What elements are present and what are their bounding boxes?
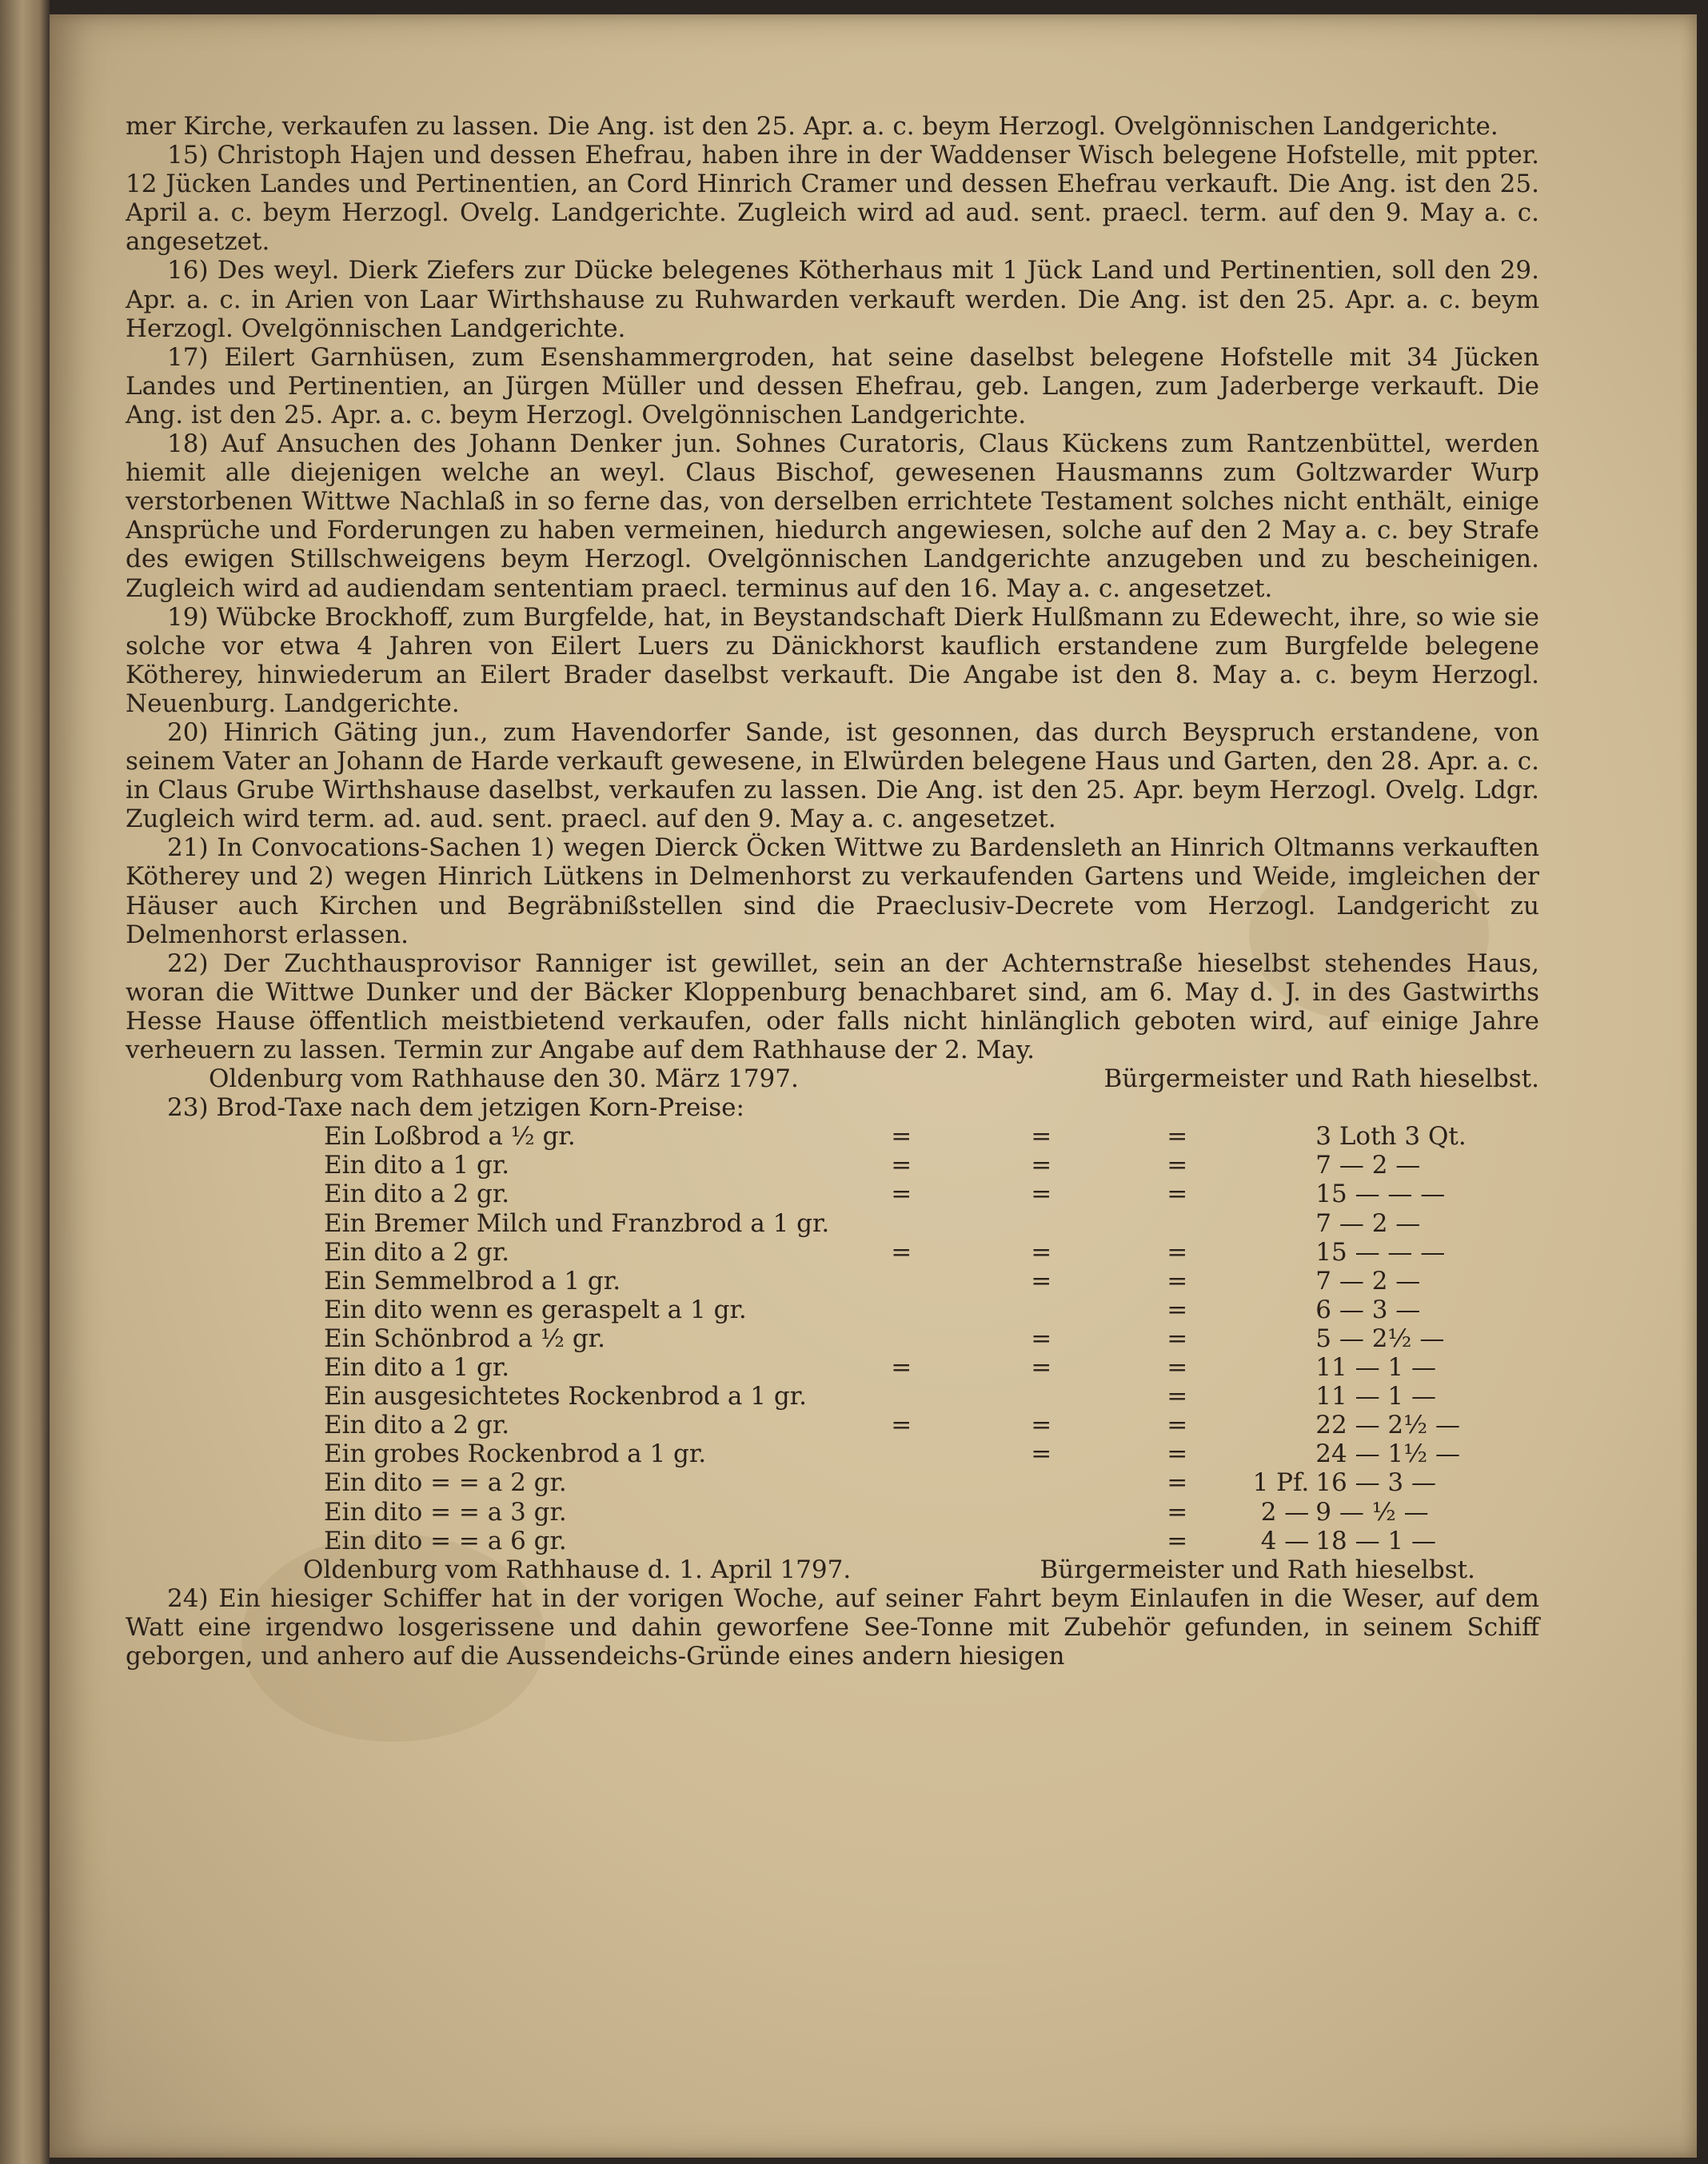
ditto-mark: =	[891, 1180, 912, 1209]
paragraph-19: 19) Wübcke Brockhoff, zum Burgfelde, hat, in Beystandschaft Dierk Hulßmann zu Edewecht, ihre, so wie sie solche vor etwa 4 Jahren von Eilert Luers zu Dänickhorst kauflich erstandene zum Burgfelde belegene Kötherey, hinwiederum an Eilert Brader daselbst verkauft. Die Angabe ist den 8. May a. c. beym Herzogl. Neuenburg. Landgerichte.	[126, 602, 1539, 718]
bread-table-row	[324, 1180, 1523, 1208]
bread-table-row	[324, 1151, 1523, 1180]
ditto-mark: =	[1167, 1295, 1188, 1324]
signature-22-place-date: Oldenburg vom Rathhause den 30. März 1797.	[209, 1064, 799, 1094]
ditto-mark: =	[1031, 1411, 1052, 1440]
bread-item-weight: 11 — 1 —	[1315, 1353, 1436, 1383]
bread-item-description: Ein dito a 1 gr.	[324, 1353, 510, 1383]
document-page	[50, 14, 1697, 2158]
bread-table-row	[324, 1411, 1523, 1439]
bread-item-pfennig	[1245, 1151, 1315, 1180]
ditto-mark: =	[1167, 1382, 1188, 1411]
bread-table-row	[324, 1122, 1523, 1151]
bread-item-description: Ein dito a 2 gr.	[324, 1411, 510, 1440]
bread-table-row	[324, 1238, 1523, 1267]
bread-item-pfennig	[1245, 1238, 1315, 1267]
paragraph-16: 16) Des weyl. Dierk Ziefers zur Dücke belegenes Kötherhaus mit 1 Jück Land und Pertinentien, soll den 29. Apr. a. c. in Arien von Laar Wirthshause zu Ruhwarden verkauft werden. Die Ang. ist den 25. Apr. a. c. beym Herzogl. Ovelgönnischen Landgerichte.	[126, 256, 1539, 343]
bread-item-weight: 16 — 3 —	[1315, 1468, 1436, 1498]
bread-item-weight: 15 — — —	[1315, 1180, 1446, 1209]
ditto-mark	[829, 1296, 973, 1324]
ditto-mark: =	[1167, 1497, 1188, 1527]
signature-23	[126, 1555, 1539, 1584]
bread-item-description: Ein Schönbrod a ½ gr.	[324, 1324, 605, 1353]
ditto-mark: =	[1167, 1122, 1188, 1152]
ditto-mark	[973, 1527, 1109, 1555]
ditto-mark	[1109, 1209, 1245, 1238]
ditto-mark: =	[1167, 1439, 1188, 1469]
ditto-mark	[973, 1498, 1109, 1527]
bread-item-pfennig: 2 —	[1260, 1497, 1310, 1527]
ditto-mark: =	[1167, 1180, 1188, 1209]
ditto-mark	[973, 1468, 1109, 1497]
bread-table-row	[324, 1267, 1523, 1296]
bread-item-description: Ein dito a 2 gr.	[324, 1237, 510, 1267]
bread-price-table	[324, 1122, 1523, 1555]
adjacent-page-edge	[0, 0, 50, 2164]
bread-item-weight: 7 — 2 —	[1315, 1151, 1421, 1180]
bread-item-pfennig	[1245, 1411, 1315, 1439]
bread-item-weight: 5 — 2½ —	[1315, 1324, 1445, 1353]
bread-item-weight: 9 — ½ —	[1315, 1497, 1429, 1527]
ditto-mark: =	[1031, 1151, 1052, 1180]
ditto-mark: =	[891, 1151, 912, 1180]
bread-item-weight: 24 — 1½ —	[1315, 1439, 1461, 1469]
bread-table-row	[324, 1527, 1523, 1555]
paragraph-21: 21) In Convocations-Sachen 1) wegen Dierck Öcken Wittwe zu Bardensleth an Hinrich Oltmanns verkauften Kötherey und 2) wegen Hinrich Lütkens in Delmenhorst zu verkaufenden Gartens und Weide, imgleichen der Häuser auch Kirchen und Begräbnißstellen sind die Praeclusiv-Decrete vom Herzogl. Landgericht zu Delmenhorst erlassen.	[126, 833, 1539, 949]
ditto-mark: =	[891, 1353, 912, 1383]
bread-item-description: Ein dito wenn es geraspelt a 1 gr.	[324, 1295, 747, 1324]
paragraph-intro: mer Kirche, verkaufen zu lassen. Die Ang. ist den 25. Apr. a. c. beym Herzogl. Ovelgönnischen Landgerichte.	[126, 112, 1498, 141]
ditto-mark: =	[1031, 1180, 1052, 1209]
paragraph-22: 22) Der Zuchthausprovisor Ranniger ist gewillet, sein an der Achternstraße hieselbst stehendes Haus, woran die Wittwe Dunker und der Bäcker Kloppenburg benachbaret sind, am 6. May d. J. in des Gastwirths Hesse Hause öffentlich meistbietend verkaufen, oder falls nicht hinlänglich geboten wird, auf einige Jahre verheuern zu lassen. Termin zur Angabe auf dem Rathhause der 2. May.	[126, 948, 1539, 1064]
bread-item-weight: 7 — 2 —	[1315, 1208, 1421, 1238]
bread-item-description: Ein dito = = a 3 gr.	[324, 1497, 567, 1527]
ditto-mark: =	[891, 1122, 912, 1152]
signature-22	[126, 1064, 1539, 1093]
bread-table-row	[324, 1324, 1523, 1353]
bread-item-description: Ein grobes Rockenbrod a 1 gr.	[324, 1439, 707, 1469]
ditto-mark: =	[1031, 1237, 1052, 1267]
bread-item-pfennig	[1245, 1353, 1315, 1382]
paragraph-17: 17) Eilert Garnhüsen, zum Esenshammergroden, hat seine daselbst belegene Hofstelle mit 34 Jücken Landes und Pertinentien, an Jürgen Müller und dessen Ehefrau, geb. Langen, zum Jaderberge verkauft. Die Ang. ist den 25. Apr. a. c. beym Herzogl. Ovelgönnischen Landgerichte.	[126, 342, 1539, 429]
bread-item-description: Ein ausgesichtetes Rockenbrod a 1 gr.	[324, 1382, 807, 1411]
bread-table-row	[324, 1209, 1523, 1238]
page-text	[126, 112, 1539, 1671]
bread-item-pfennig: 4 —	[1260, 1526, 1310, 1555]
ditto-mark: =	[1167, 1468, 1188, 1498]
ditto-mark: =	[891, 1411, 912, 1440]
bread-item-pfennig	[1245, 1267, 1315, 1296]
bread-table-row	[324, 1382, 1523, 1411]
ditto-mark: =	[891, 1237, 912, 1267]
ditto-mark	[829, 1382, 973, 1411]
ditto-mark: =	[1031, 1122, 1052, 1152]
paragraph-18: 18) Auf Ansuchen des Johann Denker jun. Sohnes Curatoris, Claus Kückens zum Rantzenbüttel, werden hiemit alle diejenigen welche an weyl. Claus Bischof, gewesenen Hausmanns zum Goltzwarder Wurp verstorbenen Wittwe Nachlaß in so ferne das, von derselben errichtete Testament solches nicht enthält, einige Ansprüche und Forderungen zu haben vermeinen, hiedurch angewiesen, solche auf den 2 May a. c. bey Strafe des ewigen Stillschweigens beym Herzogl. Ovelgönnischen Landgerichte anzugeben und zu bescheinigen. Zugleich wird ad audiendam sententiam praecl. terminus auf den 16. May a. c. angesetzet.	[126, 429, 1539, 603]
ditto-mark	[973, 1296, 1109, 1324]
ditto-mark: =	[1167, 1237, 1188, 1267]
bread-item-pfennig	[1245, 1382, 1315, 1411]
ditto-mark	[973, 1382, 1109, 1411]
paragraph-24: 24) Ein hiesiger Schiffer hat in der vorigen Woche, auf seiner Fahrt beym Einlaufen in die Weser, auf dem Watt eine irgendwo losgerissene und dahin geworfene See-Tonne mit Zubehör gefunden, in seinem Schiff geborgen, und anhero auf die Aussendeichs-Gründe eines andern hiesigen	[126, 1583, 1539, 1671]
ditto-mark: =	[1167, 1266, 1188, 1296]
bread-item-description: Ein dito a 1 gr.	[324, 1151, 510, 1180]
bread-item-weight: 3 Loth 3 Qt.	[1315, 1122, 1467, 1152]
bread-item-description: Ein dito = = a 6 gr.	[324, 1526, 567, 1555]
bread-table-row	[324, 1498, 1523, 1527]
ditto-mark	[829, 1527, 973, 1555]
ditto-mark: =	[1167, 1151, 1188, 1180]
ditto-mark: =	[1167, 1411, 1188, 1440]
bread-item-weight: 7 — 2 —	[1315, 1266, 1421, 1296]
bread-item-pfennig	[1245, 1180, 1315, 1208]
bread-item-description: Ein Bremer Milch und Franzbrod a 1 gr.	[324, 1208, 830, 1238]
bread-table-row	[324, 1439, 1523, 1468]
bread-item-description: Ein dito a 2 gr.	[324, 1180, 510, 1209]
bread-table-row	[324, 1353, 1523, 1382]
signature-23-place-date: Oldenburg vom Rathhause d. 1. April 1797.	[303, 1555, 852, 1584]
bread-item-description: Ein dito = = a 2 gr.	[324, 1468, 567, 1498]
paragraph-20: 20) Hinrich Gäting jun., zum Havendorfer Sande, ist gesonnen, das durch Beyspruch erstandene, von seinem Vater an Johann de Harde verkauft gewesene, in Elwürden belegene Haus und Garten, den 28. Apr. a. c. in Claus Grube Wirthshause daselbst, verkaufen zu lassen. Die Ang. ist den 25. Apr. beym Herzogl. Ovelg. Ldgr. Zugleich wird term. ad. aud. sent. praecl. auf den 9. May a. c. angesetzet.	[126, 717, 1539, 834]
bread-table-row	[324, 1296, 1523, 1324]
paragraph-23-heading: 23) Brod-Taxe nach dem jetzigen Korn-Preise:	[167, 1093, 744, 1123]
bread-item-weight: 18 — 1 —	[1315, 1526, 1436, 1555]
bread-item-pfennig	[1245, 1209, 1315, 1238]
ditto-mark: =	[1167, 1526, 1188, 1555]
ditto-mark: =	[1031, 1324, 1052, 1353]
bread-item-pfennig	[1245, 1296, 1315, 1324]
bread-item-description: Ein Loßbrod a ½ gr.	[324, 1122, 576, 1152]
bread-item-pfennig	[1245, 1439, 1315, 1468]
bread-table-row	[324, 1468, 1523, 1497]
ditto-mark: =	[1031, 1266, 1052, 1296]
bread-item-description: Ein Semmelbrod a 1 gr.	[324, 1266, 621, 1296]
ditto-mark	[829, 1267, 973, 1296]
bread-item-weight: 11 — 1 —	[1315, 1382, 1436, 1411]
ditto-mark: =	[1167, 1353, 1188, 1383]
paragraph-15: 15) Christoph Hajen und dessen Ehefrau, haben ihre in der Waddenser Wisch belegene Hofstelle, mit ppter. 12 Jücken Landes und Pertinentien, an Cord Hinrich Cramer und dessen Ehefrau verkauft. Die Ang. ist den 25. April a. c. beym Herzogl. Ovelg. Landgerichte. Zugleich wird ad aud. sent. praecl. term. auf den 9. May a. c. angesetzet.	[126, 141, 1539, 257]
signature-22-authority: Bürgermeister und Rath hieselbst.	[1103, 1064, 1539, 1094]
ditto-mark	[973, 1209, 1109, 1238]
ditto-mark: =	[1031, 1439, 1052, 1469]
bread-item-weight: 15 — — —	[1315, 1237, 1446, 1267]
bread-item-weight: 6 — 3 —	[1315, 1295, 1421, 1324]
ditto-mark	[829, 1439, 973, 1468]
ditto-mark	[829, 1498, 973, 1527]
ditto-mark: =	[1167, 1324, 1188, 1353]
bread-item-weight: 22 — 2½ —	[1315, 1411, 1461, 1440]
signature-23-authority: Bürgermeister und Rath hieselbst.	[1040, 1555, 1475, 1584]
ditto-mark	[829, 1468, 973, 1497]
ditto-mark	[829, 1209, 973, 1238]
bread-item-pfennig	[1245, 1122, 1315, 1151]
bread-item-pfennig	[1245, 1324, 1315, 1353]
ditto-mark	[829, 1324, 973, 1353]
bread-item-pfennig: 1 Pf.	[1252, 1468, 1310, 1498]
ditto-mark: =	[1031, 1353, 1052, 1383]
